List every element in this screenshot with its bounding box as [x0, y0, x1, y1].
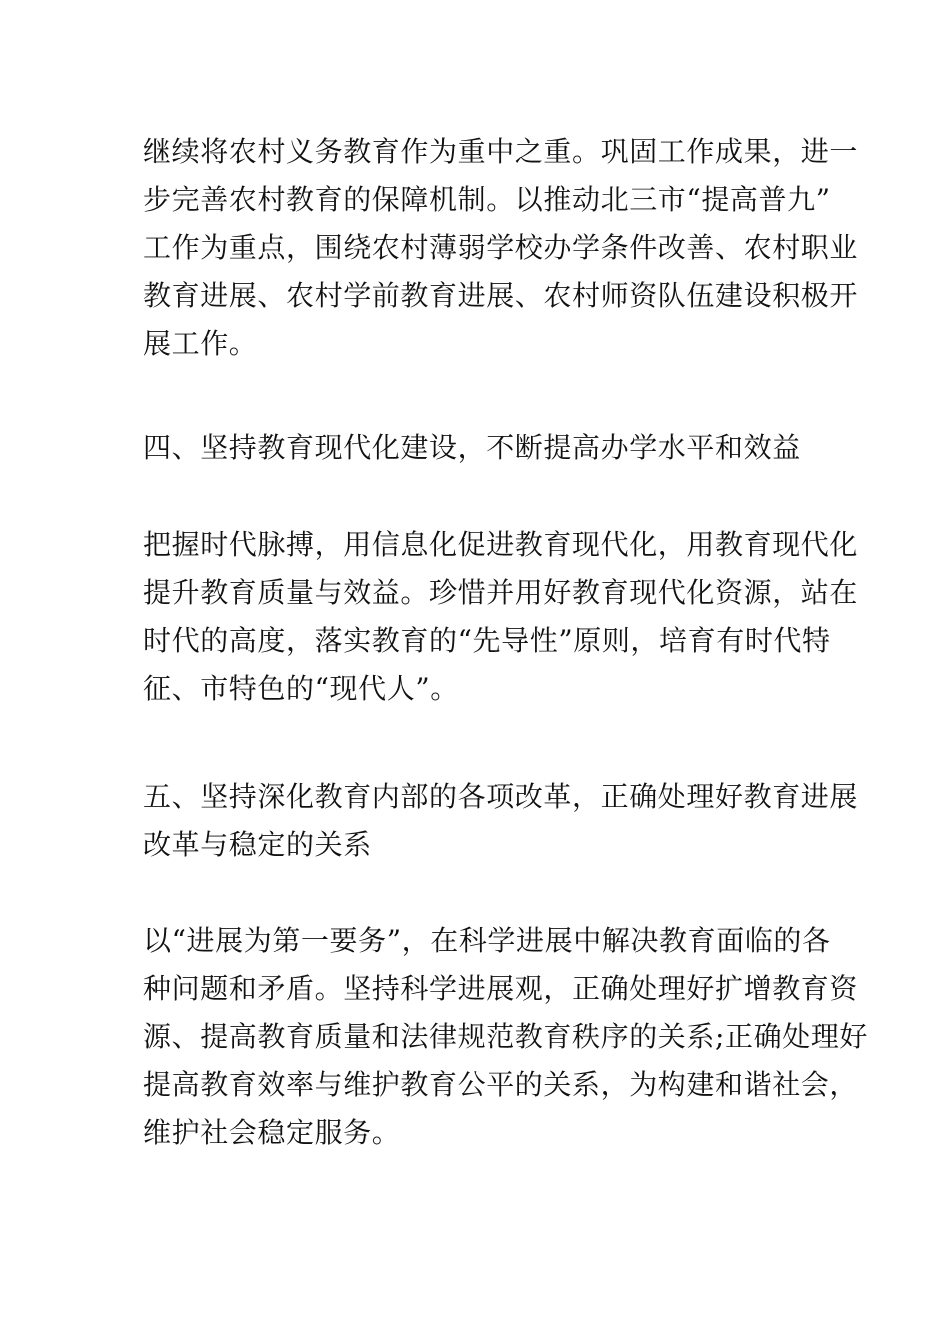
paragraph-reform	[143, 917, 869, 1157]
section-heading-five	[143, 773, 859, 869]
text-line: 以“进展为第一要务”，在科学进展中解决教育面临的各	[143, 924, 831, 957]
paragraph-rural-education	[143, 128, 859, 368]
heading-line: 四、坚持教育现代化建设，不断提高办学水平和效益	[143, 431, 801, 464]
text-line: 维护社会稳定服务。	[143, 1116, 401, 1149]
text-line: 提升教育质量与效益。珍惜并用好教育现代化资源，站在	[143, 576, 859, 609]
heading-line: 改革与稳定的关系	[143, 828, 372, 861]
paragraph-modernization	[143, 521, 859, 713]
text-line: 时代的高度，落实教育的“先导性”原则，培育有时代特	[143, 624, 831, 657]
section-heading-four	[143, 424, 808, 472]
heading-line: 五、坚持深化教育内部的各项改革，正确处理好教育进展	[143, 780, 859, 813]
text-line: 种问题和矛盾。坚持科学进展观，正确处理好扩增教育资	[143, 972, 859, 1005]
text-line: 征、市特色的“现代人”。	[143, 672, 459, 705]
text-line: 源、提高教育质量和法律规范教育秩序的关系;正确处理好	[143, 1020, 869, 1053]
text-line: 展工作。	[143, 327, 258, 360]
text-line: 继续将农村义务教育作为重中之重。巩固工作成果，进一	[143, 135, 859, 168]
text-line: 工作为重点，围绕农村薄弱学校办学条件改善、农村职业	[143, 231, 859, 264]
text-line: 提高教育效率与维护教育公平的关系，为构建和谐社会，	[143, 1068, 859, 1101]
text-line: 把握时代脉搏，用信息化促进教育现代化，用教育现代化	[143, 528, 859, 561]
text-line: 教育进展、农村学前教育进展、农村师资队伍建设积极开	[143, 279, 859, 312]
text-line: 步完善农村教育的保障机制。以推动北三市“提高普九”	[143, 183, 831, 216]
